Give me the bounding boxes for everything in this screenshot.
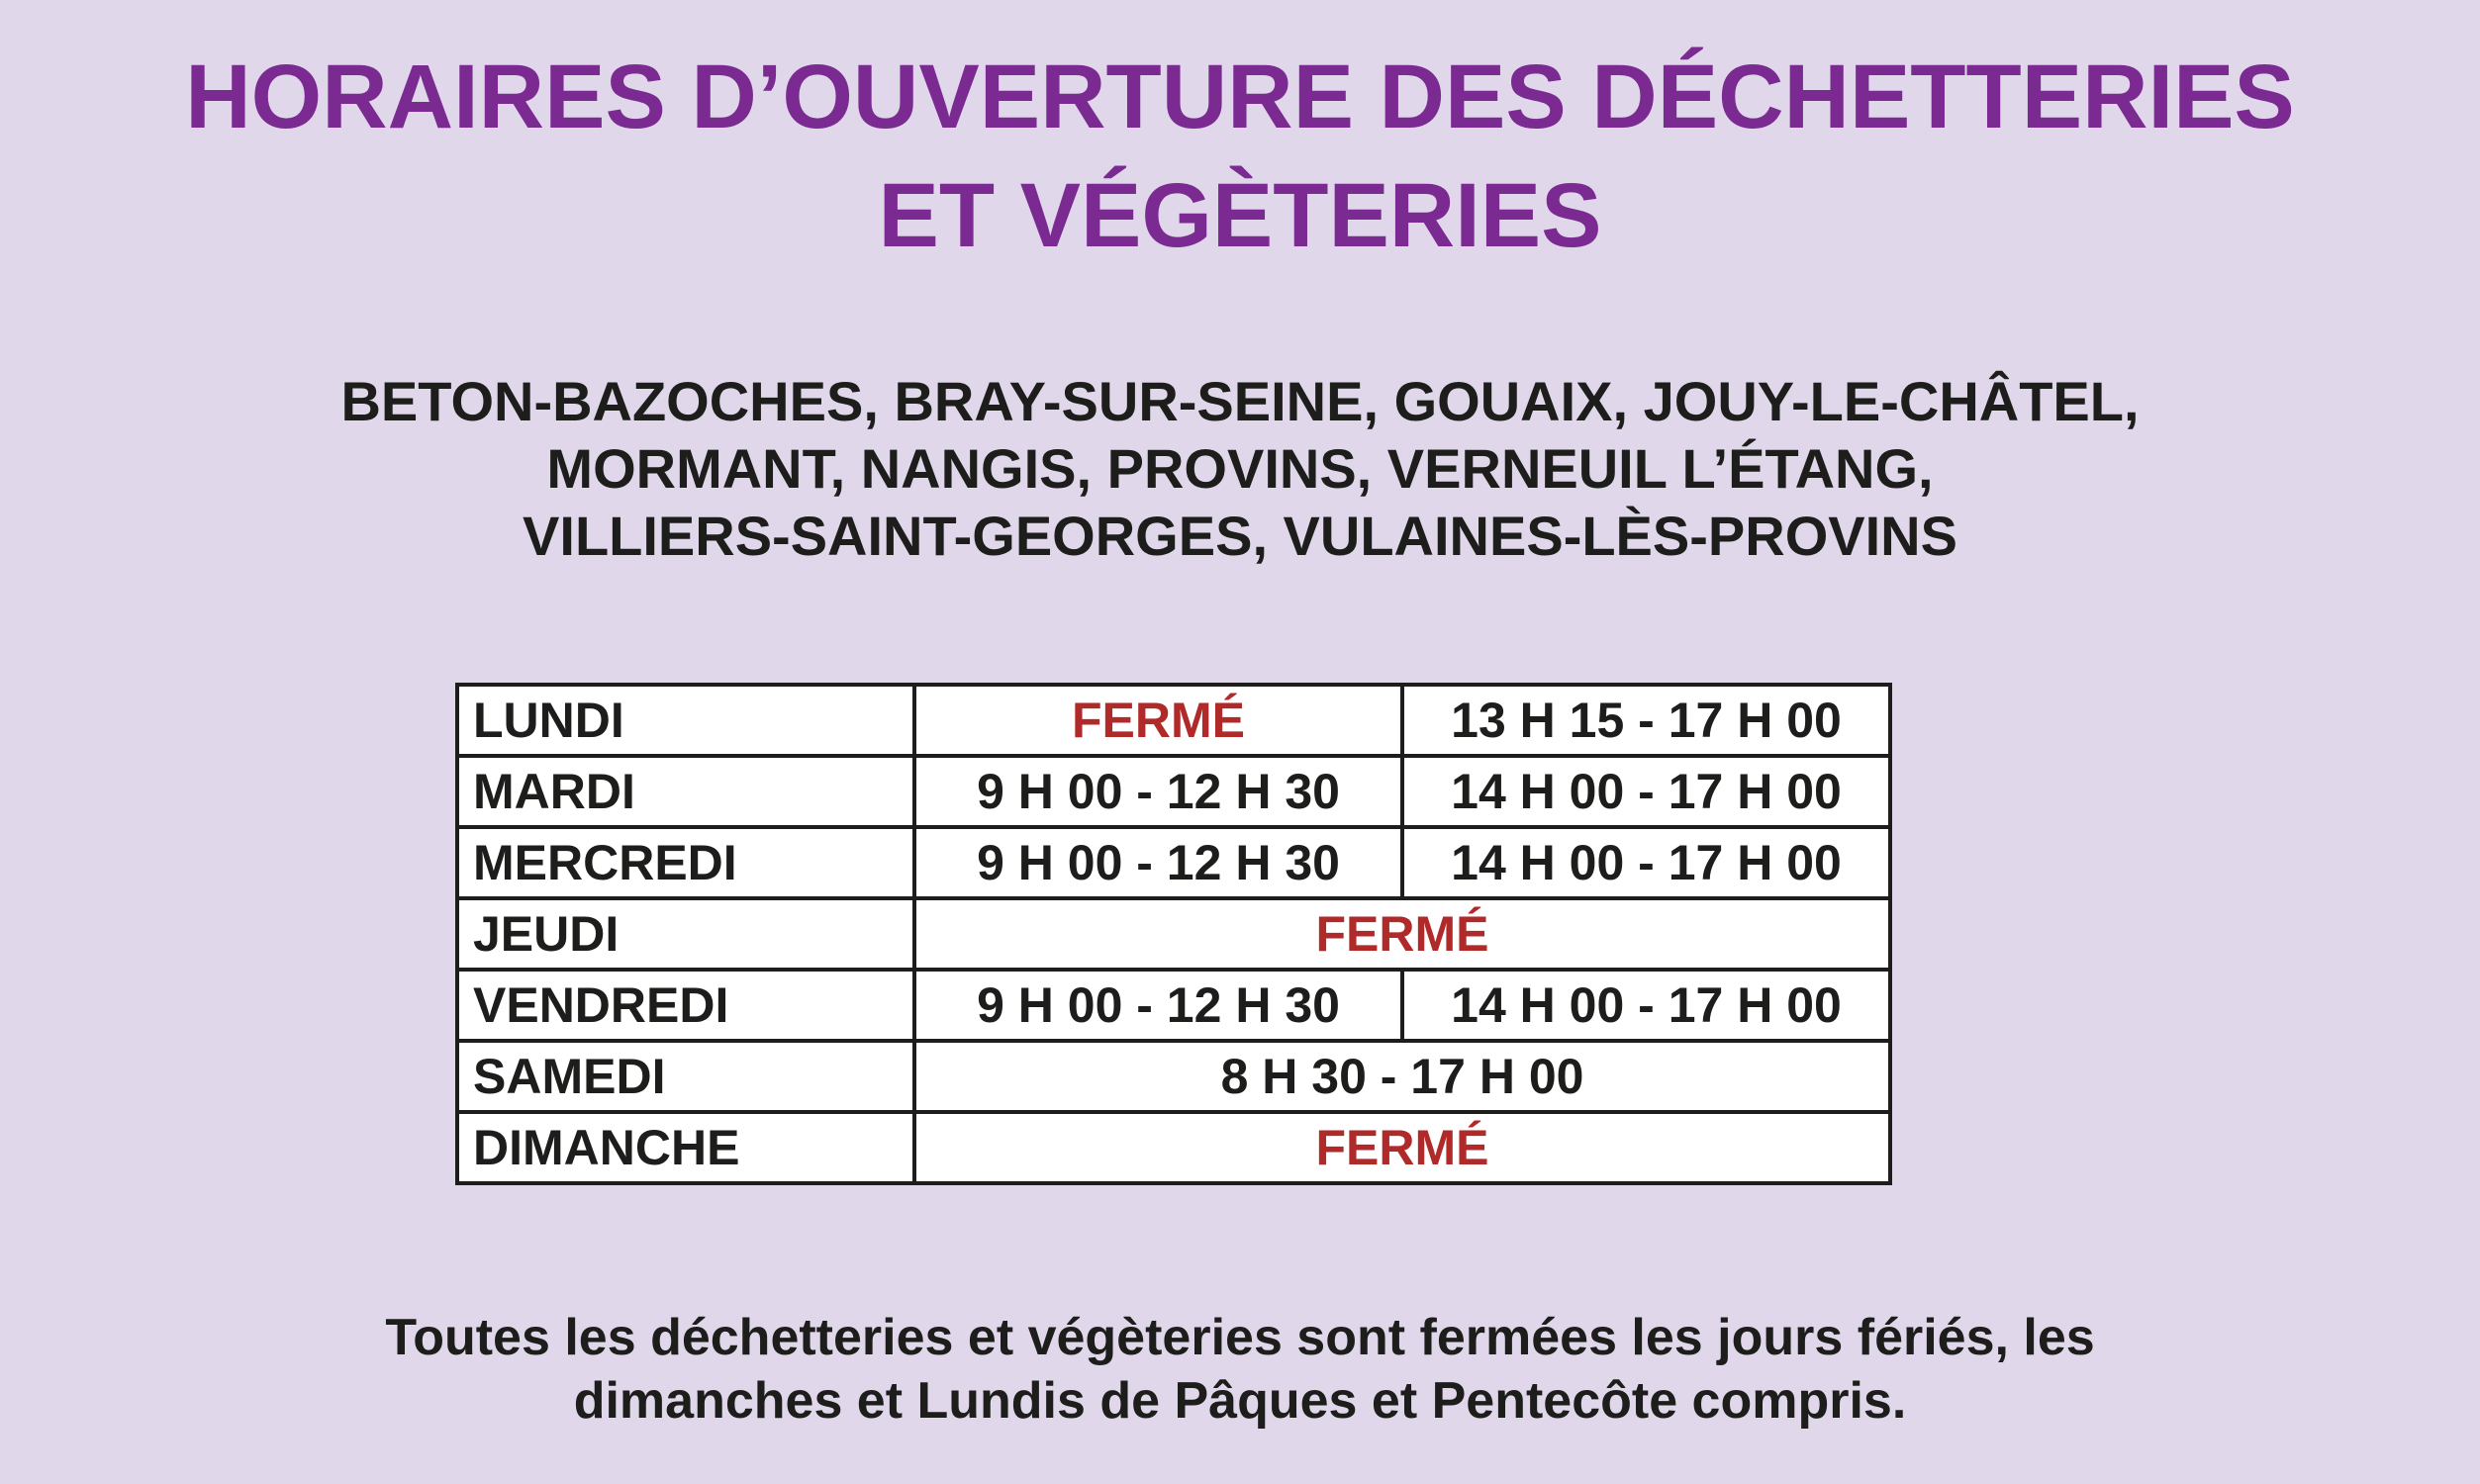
morning-slot-cell: 9 H 00 - 12 H 30 <box>914 756 1402 827</box>
day-cell: VENDREDI <box>457 970 914 1041</box>
holiday-note-line-2: dimanches et Lundis de Pâques et Pentecôte compris. <box>573 1372 1907 1430</box>
towns-line-1: BETON-BAZOCHES, BRAY-SUR-SEINE, GOUAIX, JOUY-LE-CHÂTEL, <box>340 370 2140 432</box>
day-cell: MERCREDI <box>457 827 914 898</box>
all-day-slot-cell: 8 H 30 - 17 H 00 <box>914 1041 1890 1112</box>
towns-line-2: MORMANT, NANGIS, PROVINS, VERNEUIL L’ÉTANG, <box>546 437 1934 500</box>
table-row <box>457 1041 1890 1112</box>
page-title-line-2: ET VÉGÈTERIES <box>878 165 1602 266</box>
table-row <box>457 756 1890 827</box>
afternoon-slot-cell: 14 H 00 - 17 H 00 <box>1402 756 1890 827</box>
morning-slot-cell: 9 H 00 - 12 H 30 <box>914 970 1402 1041</box>
day-cell: SAMEDI <box>457 1041 914 1112</box>
table-row <box>457 1112 1890 1183</box>
holiday-note-line-1: Toutes les déchetteries et végèteries sont fermées les jours fériés, les <box>385 1309 2095 1366</box>
table-row <box>457 685 1890 756</box>
towns-line-3: VILLIERS-SAINT-GEORGES, VULAINES-LÈS-PROVINS <box>523 505 1957 567</box>
towns-list <box>0 368 2480 570</box>
opening-hours-table <box>455 683 1892 1185</box>
all-day-slot-cell: FERMÉ <box>914 1112 1890 1183</box>
day-cell: MARDI <box>457 756 914 827</box>
table-row <box>457 827 1890 898</box>
holiday-note <box>0 1306 2480 1433</box>
day-cell: DIMANCHE <box>457 1112 914 1183</box>
table-row <box>457 898 1890 970</box>
all-day-slot-cell: FERMÉ <box>914 898 1890 970</box>
morning-slot-cell: FERMÉ <box>914 685 1402 756</box>
afternoon-slot-cell: 13 H 15 - 17 H 00 <box>1402 685 1890 756</box>
morning-slot-cell: 9 H 00 - 12 H 30 <box>914 827 1402 898</box>
page-title <box>0 38 2480 275</box>
day-cell: LUNDI <box>457 685 914 756</box>
afternoon-slot-cell: 14 H 00 - 17 H 00 <box>1402 970 1890 1041</box>
page-title-line-1: HORAIRES D’OUVERTURE DES DÉCHETTERIES <box>185 46 2295 147</box>
table-row <box>457 970 1890 1041</box>
afternoon-slot-cell: 14 H 00 - 17 H 00 <box>1402 827 1890 898</box>
day-cell: JEUDI <box>457 898 914 970</box>
